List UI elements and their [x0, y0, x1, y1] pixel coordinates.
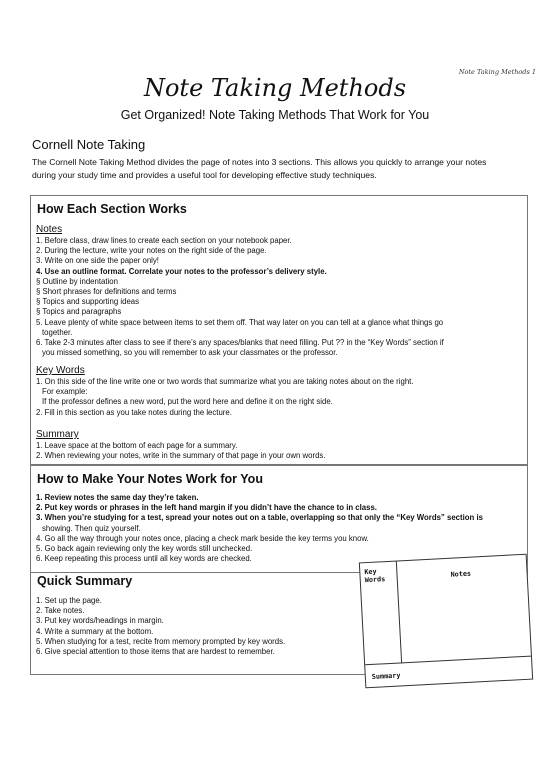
- list-item: 1. Leave space at the bottom of each page for a summary.: [36, 441, 238, 450]
- diagram-notes-label: Notes: [450, 569, 472, 579]
- notes-subheading: Notes: [36, 224, 63, 235]
- list-item: 2. During the lecture, write your notes on the right side of the page.: [36, 246, 267, 256]
- list-item: 3. Write on one side the paper only!: [36, 256, 159, 266]
- notes-list: [36, 236, 444, 358]
- intro-line: The Cornell Note Taking Method divides the page of notes into 3 sections. This allows you quickly to arrange your notes: [32, 157, 487, 167]
- cornell-intro: [32, 156, 522, 182]
- quick-summary-heading: Quick Summary: [37, 574, 133, 588]
- how-each-section-heading: How Each Section Works: [37, 202, 187, 216]
- diagram-horizontal-line: [365, 656, 531, 666]
- list-item: § Topics and supporting ideas: [36, 297, 140, 307]
- list-item: 5. Go back again reviewing only the key words still unchecked.: [36, 544, 253, 554]
- list-item: If the professor defines a new word, put the word here and define it on the right side.: [42, 397, 333, 407]
- diagram-key-words-label: Key Words: [364, 567, 386, 585]
- make-notes-work-heading: How to Make Your Notes Work for You: [37, 472, 263, 486]
- cornell-heading: Cornell Note Taking: [32, 137, 146, 152]
- list-item: 5. When studying for a test, recite from memory prompted by key words.: [36, 636, 286, 646]
- list-item: 5. Leave plenty of white space between items to set them off. That way later on you can tell at a glance what things go: [36, 317, 444, 327]
- list-item: you missed something, so you will remember to ask your classmates or the professor.: [42, 348, 338, 358]
- list-item: 1. Review notes the same day they’re taken.: [36, 493, 199, 502]
- how-each-section-box: [30, 195, 528, 465]
- intro-line: during your study time and provides a useful tool for developing effective study techniques.: [32, 170, 377, 180]
- list-item: 1. Set up the page.: [36, 596, 102, 605]
- list-item: § Topics and paragraphs: [36, 307, 122, 317]
- list-item: 1. On this side of the line write one or two words that summarize what you are taking notes about on the right.: [36, 377, 414, 386]
- list-item: 6. Take 2-3 minutes after class to see if there’s any spaces/blanks that need filling. Put ?? in the “Key Words” section if: [36, 338, 444, 348]
- list-item: § Short phrases for definitions and terms: [36, 287, 177, 297]
- cornell-diagram: [359, 554, 533, 689]
- summary-list: [36, 441, 326, 461]
- list-item: showing. Then quiz yourself.: [42, 523, 141, 533]
- make-notes-work-list: [36, 493, 483, 564]
- list-item: 3. Put key words/headings in margin.: [36, 616, 164, 626]
- list-item: For example:: [42, 387, 88, 397]
- keywords-list: [36, 377, 413, 418]
- page-subtitle: Get Organized! Note Taking Methods That Work for You: [120, 108, 430, 122]
- list-item: 6. Keep repeating this process until all key words are checked.: [36, 554, 252, 564]
- list-item: 1. Before class, draw lines to create each section on your notebook paper.: [36, 236, 292, 245]
- list-item: § Outline by indentation: [36, 276, 118, 286]
- list-item: 2. Fill in this section as you take notes during the lecture.: [36, 407, 232, 417]
- list-item: 4. Write a summary at the bottom.: [36, 626, 154, 636]
- diagram-summary-label: Summary: [371, 671, 401, 681]
- list-item: 4. Go all the way through your notes once, placing a check mark beside the key terms you know.: [36, 533, 369, 543]
- page-title: Note Taking Methods: [143, 74, 407, 102]
- keywords-subheading: Key Words: [36, 365, 85, 376]
- summary-subheading: Summary: [36, 429, 79, 440]
- list-item: 6. Give special attention to those items that are hardest to remember.: [36, 647, 275, 657]
- list-item: 4. Use an outline format. Correlate your notes to the professor’s delivery style.: [36, 266, 327, 276]
- list-item: 3. When you’re studying for a test, spread your notes out on a table, overlapping so that only the “Key Words” section is: [36, 513, 483, 523]
- list-item: together.: [42, 327, 73, 337]
- quick-summary-list: [36, 596, 285, 657]
- list-item: 2. Put key words or phrases in the left hand margin if you didn’t have the chance to in class.: [36, 503, 377, 513]
- list-item: 2. When reviewing your notes, write in the summary of that page in your own words.: [36, 451, 326, 461]
- list-item: 2. Take notes.: [36, 606, 85, 616]
- page-header-label: Note Taking Methods 1: [458, 68, 536, 76]
- diagram-vertical-line: [396, 561, 402, 663]
